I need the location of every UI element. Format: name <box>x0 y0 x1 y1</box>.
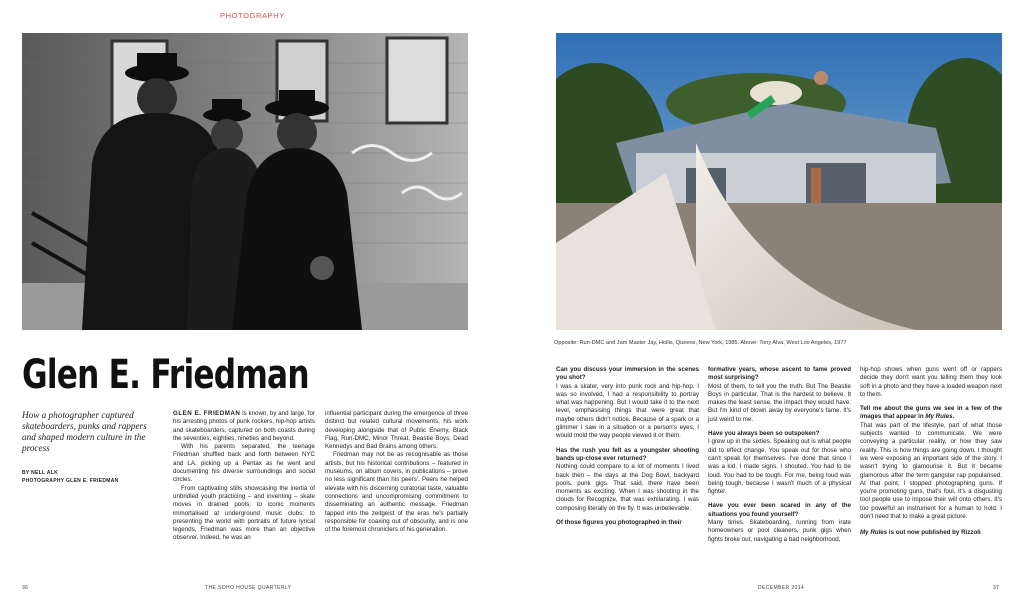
col2-paragraph-1: influential participant during the emergence of three distinct but related cultural movements, his work developing alongside that of Public Enemy, Black Flag, Run-DMC, Minor Threat, Beastie Boys, Dead Kennedys and Bad Brains among others. <box>325 410 468 451</box>
article-title: Glen E. Friedman <box>22 352 309 398</box>
question-6-book-title: My Rules <box>925 413 953 421</box>
answer-2: Nothing could compare to a lot of moments I lived back then – the days at the Dog Bowl, backyard pools, punk gigs. That said, there have been moments as exciting. When I was shooting in the clouds for Recognize, that was exhilarating. I was composing literally on the fly. It was unbelievable. <box>556 463 699 512</box>
byline <box>22 470 119 485</box>
question-6-end: . <box>952 413 955 421</box>
article-column-5 <box>860 366 1002 538</box>
article-column-2 <box>325 410 468 534</box>
question-5: Have you ever been scared in any of the situations you found yourself? <box>708 502 851 518</box>
closing-book-title: My Rules <box>860 529 888 537</box>
question-3-start: Of those figures you photographed in their <box>556 519 682 527</box>
byline-photography: PHOTOGRAPHY GLEN E. FRIEDMAN <box>22 477 119 484</box>
question-6 <box>860 405 1002 422</box>
photo-tony-alva <box>556 33 1002 330</box>
question-2: Has the rush you felt as a youngster shooting bands up-close ever returned? <box>556 446 699 462</box>
question-3-end: formative years, whose ascent to fame proved most surprising? <box>708 366 851 382</box>
intro-paragraph-1 <box>173 410 315 443</box>
article-column-3 <box>556 366 699 527</box>
question-4: Have you always been so outspoken? <box>708 430 820 438</box>
answer-5: Many times. Skateboarding, running from irate homeowners or pool cleaners, punk gigs when fights broke out, navigating a bad neighborhood, <box>708 519 851 543</box>
section-tag: PHOTOGRAPHY <box>220 11 285 20</box>
question-1: Can you discuss your immersion in the scenes you shot? <box>556 366 699 382</box>
answer-3: Most of them, to tell you the truth. But The Beastie Boys in particular. That is the hardest to believe. It makes the least sense, the impact they would have. But I'm kind of blown away by everyone's fame. It's just weird to me. <box>708 382 851 423</box>
photo-run-dmc-image <box>22 33 468 330</box>
footer-date: DECEMBER 2014 <box>758 585 805 591</box>
intro-paragraph-2: With his parents separated, the teenage Friedman shuffled back and forth between NYC and LA, picking up a Pentax as he went and documenting his diverse surroundings and social circles. <box>173 443 315 484</box>
page-number-right: 37 <box>993 585 1000 591</box>
article-deck: How a photographer captured skateboarders, punks and rappers and shaped modern culture in the process <box>22 410 147 453</box>
closing-text: is out now published by Rizzoli <box>887 529 981 537</box>
byline-author: BY NELL ALK <box>22 470 58 476</box>
photo-caption: Opposite: Run-DMC and Jam Master Jay, Hollis, Queens, New York, 1985. Above: Tony Alva, West Los Angeles, 1977 <box>554 340 847 346</box>
question-6-text: Tell me about the guns we see in a few of the images that appear in <box>860 405 1002 421</box>
article-column-1 <box>173 410 315 543</box>
footer-publication: THE SOHO HOUSE QUARTERLY <box>205 585 292 591</box>
photo-tony-alva-image <box>556 33 1002 330</box>
answer-5-continued: hip-hop shows when guns went off or rappers decide they don't want you telling them they look soft in a photo and they have a loaded weapon next to them. <box>860 366 1002 398</box>
answer-4: I grew up in the sixties. Speaking out is what people did to effect change. You speak out for those who can't speak for themselves. I've done that since I was a kid. I made signs. I shouted. You had to be loud. You had to be tough. For me, being loud was being tough, because I wasn't much of a physical fighter. <box>708 438 851 496</box>
photo-run-dmc <box>22 33 468 330</box>
intro-p1-text: is known, by and large, for his arresting photos of punk rockers, hip-hop artists and skateboarders, captured on both coasts during the seventies, eighties, nineties and beyond. <box>173 410 315 442</box>
col2-paragraph-2: Friedman may not be as recognisable as those artists, but his historical contributions – featured in museums, on album covers, in publications – prove no less significant than his peers'. Peers he helped elevate with his discerning curatorial taste, valuable connections and uncompromising commitment to disseminating an authentic message. Friedman tapped into the zeitgeist of the eras he's partially responsible for coaxing out of obscurity, and is one of the foremost chroniclers of his generation. <box>325 451 468 534</box>
page-number-left: 36 <box>22 585 29 591</box>
answer-6: That was part of the lifestyle, part of what those subjects wanted to communicate. We were conveying a particular reality, or how they saw reality. This is how things are going down. I thought we were exposing an important side of the story. I wasn't trying to glamourise it. But it became glamorous after the term gangster rap popularised. At that point, I stopped photographing guns. If you're promoting guns, that's foul. It's a disgusting tool people use to impose their will onto others. It's too powerful an instrument for a human to hold. I don't need that to make a great picture. <box>860 421 1002 521</box>
closing-line <box>860 529 1002 537</box>
article-column-4 <box>708 366 851 544</box>
intro-paragraph-3: From captivating stills showcasing the inertia of unbridled youth practicing – and inventing – skate moves in drained pools; to iconic moments immortalised at underground music clubs; to presenting the world with portraits of future lyrical legends, Friedman was more than an objective observer. Indeed, he was an <box>173 484 315 542</box>
answer-1: I was a skater, very into punk rock and hip-hop. I was so involved, I had a responsibility to portray what was happening. But I would take it to the next level, emphasising things that were great that maybe others didn't notice. Because of a spark or a glimmer I saw in a situation or a person's eyes, I would mold the way people viewed it or them. <box>556 382 699 440</box>
intro-lead-name: GLEN E. FRIEDMAN <box>173 410 241 417</box>
